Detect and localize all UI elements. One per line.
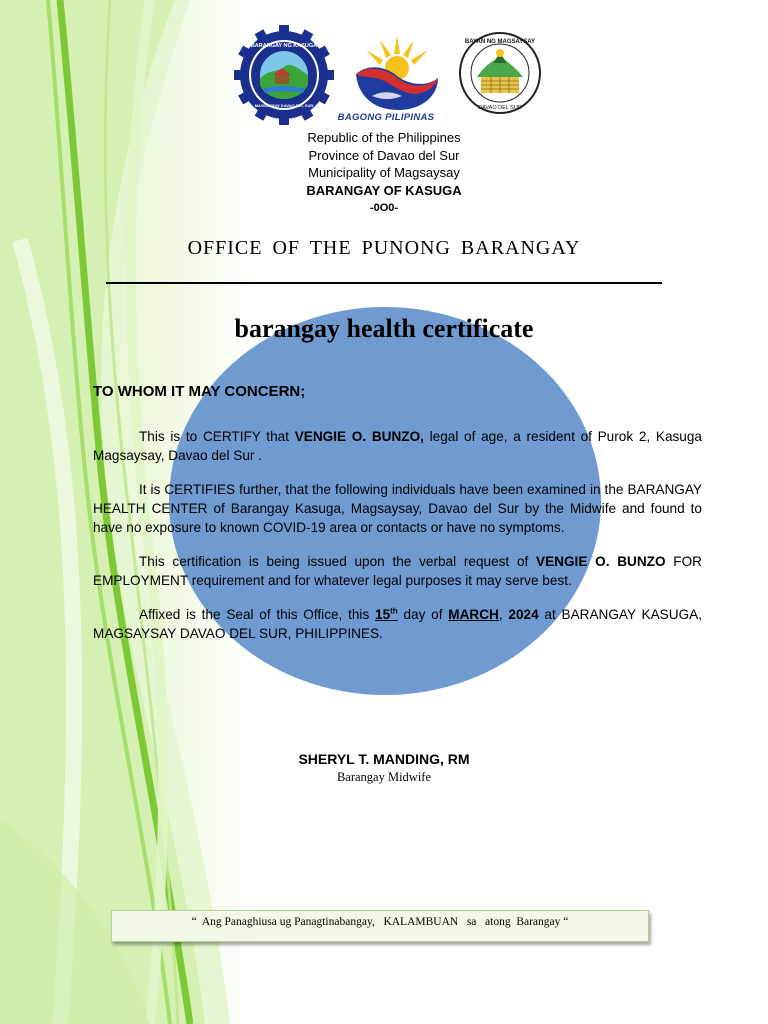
barangay-kasuga-seal-icon xyxy=(233,25,335,125)
paragraph-2: It is CERTIFIES further, that the following individuals have been examined in the BARANGAY HEALTH CENTER of Barangay Kasuga, Magsaysay, Davao del Sur by the Midwife and found to have no exposure to known COVID-19 area or contacts or have no symptoms. xyxy=(93,482,702,535)
bagong-pilipinas-label: BAGONG PILIPINAS xyxy=(337,112,435,123)
paragraph-3: This certification is being issued upon the verbal request of VENGIE O. BUNZO FOR EMPLOYMENT requirement and for whatever legal purposes it may serve best. xyxy=(93,554,702,588)
svg-text:BARANGAY NG KASUGA: BARANGAY NG KASUGA xyxy=(250,43,318,49)
header-divider xyxy=(106,282,662,284)
svg-text:MAGSAYSAY DAVAO DEL SUR: MAGSAYSAY DAVAO DEL SUR xyxy=(254,103,314,108)
bagong-pilipinas-logo-icon xyxy=(352,34,442,114)
signatory-block xyxy=(234,751,534,785)
letterhead xyxy=(234,129,534,217)
issue-year: 2024 xyxy=(508,607,539,622)
issue-month: MARCH xyxy=(448,607,499,622)
paragraph-1: This is to CERTIFY that VENGIE O. BUNZO, legal of age, a resident of Purok 2, Kasuga Magsaysay, Davao del Sur . xyxy=(93,429,702,463)
certificate-body xyxy=(93,427,702,658)
paragraph-4: Affixed is the Seal of this Office, this 15th day of MARCH, 2024 at BARANGAY KASUGA, MAGSAYSAY DAVAO DEL SUR, PHILIPPINES. xyxy=(93,606,702,641)
header-province: Province of Davao del Sur xyxy=(308,147,460,163)
issue-day: 15th xyxy=(375,606,398,622)
header-separator: -0O0- xyxy=(369,202,399,214)
header-municipality: Municipality of Magsaysay xyxy=(308,165,460,180)
motto-text: “ Ang Panaghiusa ug Panagtinabangay, KALAMBUAN sa atong Barangay “ xyxy=(191,916,569,928)
salutation: TO WHOM IT MAY CONCERN; xyxy=(93,383,306,400)
header-barangay: BARANGAY OF KASUGA xyxy=(306,182,462,198)
certified-person-name: VENGIE O. BUNZO, xyxy=(294,429,424,444)
svg-text:BAYAN NG MAGSAYSAY: BAYAN NG MAGSAYSAY xyxy=(464,39,536,45)
signatory-title: Barangay Midwife xyxy=(336,770,432,784)
signatory-name: SHERYL T. MANDING, RM xyxy=(298,751,470,767)
bayan-ng-magsaysay-seal-icon xyxy=(457,31,543,115)
certificate-title: barangay health certificate xyxy=(234,314,534,343)
header-country: Republic of the Philippines xyxy=(307,130,461,145)
svg-text:DAVAO DEL SUR: DAVAO DEL SUR xyxy=(478,105,522,111)
motto-box xyxy=(111,910,649,942)
requester-name: VENGIE O. BUNZO xyxy=(536,554,666,569)
office-title: OFFICE OF THE PUNONG BARANGAY xyxy=(187,237,581,259)
